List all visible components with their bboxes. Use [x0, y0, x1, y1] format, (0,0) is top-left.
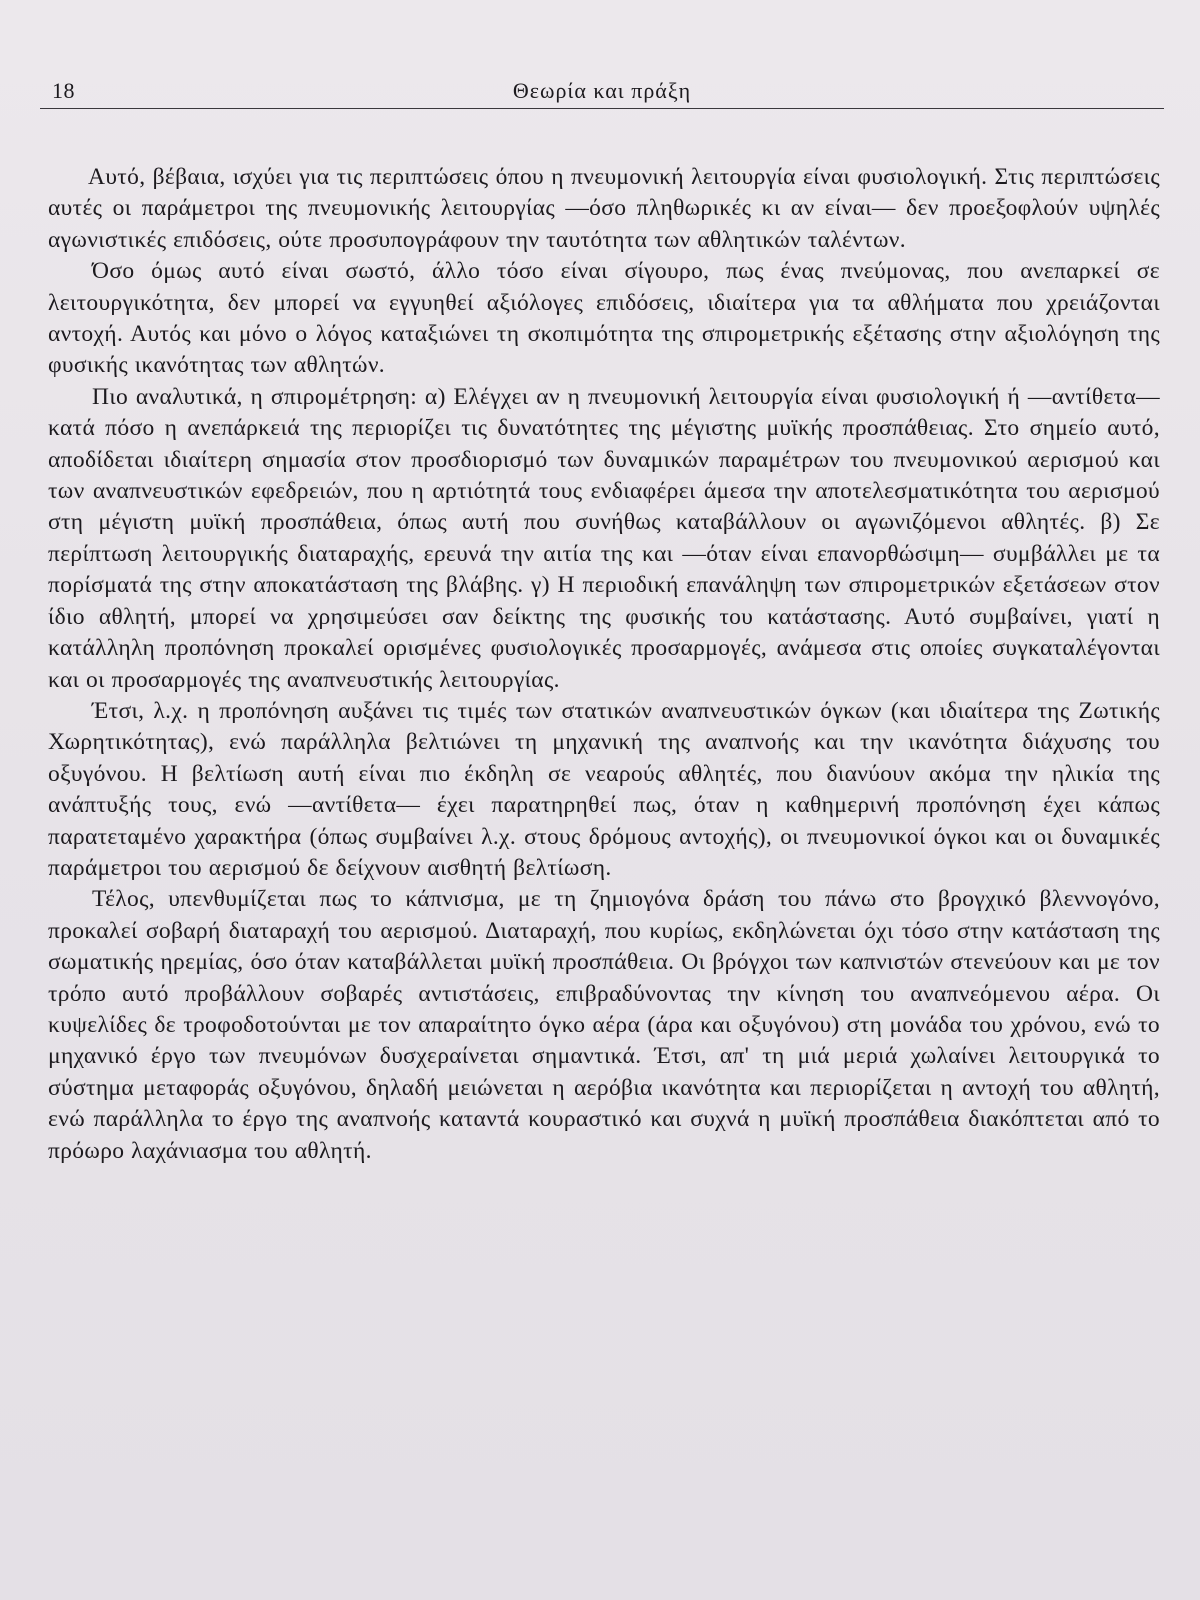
- paragraph-2: Όσο όμως αυτό είναι σωστό, άλλο τόσο είναι σίγουρο, πως ένας πνεύμονας, που ανεπαρκεί σε λειτουργικότητα, δεν μπορεί να εγγυηθεί αξιόλογες επιδόσεις, ιδιαίτερα για τα αθλήματα που χρειάζονται αντοχή. Αυτός και μόνο ο λόγος καταξιώνει τη σκοπιμότητα της σπιρομετρικής εξέτασης στην αξιολόγηση της φυσικής ικανότητας των αθλητών.: [48, 258, 1160, 379]
- page-number: 18: [52, 78, 75, 103]
- paragraph-1: Αυτό, βέβαια, ισχύει για τις περιπτώσεις όπου η πνευμονική λειτουργία είναι φυσιολογική. Στις περιπτώσεις αυτές οι παράμετροι της πνευμονικής λειτουργίας —όσο πληθωρικές κι αν είναι— δεν προεξοφλούν υψηλές αγωνιστικές επιδόσεις, ούτε προσυπογράφουν την ταυτότητα των αθλητικών ταλέντων.: [48, 164, 1160, 253]
- paragraph-5: Τέλος, υπενθυμίζεται πως το κάπνισμα, με τη ζημιογόνα δράση του πάνω στο βρογχικό βλεννογόνο, προκαλεί σοβαρή διαταραχή του αερισμού. Διαταραχή, που κυρίως, εκδηλώνεται όχι τόσο στην κατάσταση της σωματικής ηρεμίας, όσο όταν καταβάλλεται μυϊκή προσπάθεια. Οι βρόγχοι των καπνιστών στενεύουν και με τον τρόπο αυτό προβάλλουν σοβαρές αντιστάσεις, επιβραδύνοντας την κίνηση του αναπνεόμενου αέρα. Οι κυψελίδες δε τροφοδοτούνται με τον απαραίτητο όγκο αέρα (άρα και οξυγόνου) στη μονάδα του χρόνου, ενώ το μηχανικό έργο των πνευμόνων δυσχεραίνεται σημαντικά. Έτσι, απ' τη μιά μεριά χωλαίνει λειτουργικά το σύστημα μεταφοράς οξυγόνου, δηλαδή μειώνεται η αερόβια ικανότητα και περιορίζεται η αντοχή του αθλητή, ενώ παράλληλα το έργο της αναπνοής καταντά κουραστικό και συχνά η μυϊκή προσπάθεια διακόπτεται από το πρόωρο λαχάνιασμα του αθλητή.: [48, 886, 1160, 1164]
- body-text: [48, 162, 1160, 1167]
- running-title: Θεωρία και πράξη: [512, 78, 692, 103]
- paragraph-4: Έτσι, λ.χ. η προπόνηση αυξάνει τις τιμές των στατικών αναπνευστικών όγκων (και ιδιαίτερα της Ζωτικής Χωρητικότητας), ενώ παράλληλα βελτιώνει τη μηχανική της αναπνοής και την ικανότητα διάχυσης του οξυγόνου. Η βελτίωση αυτή είναι πιο έκδηλη σε νεαρούς αθλητές, που διανύουν ακόμα την ηλικία της ανάπτυξής τους, ενώ —αντίθετα— έχει παρατηρηθεί πως, όταν η καθημερινή προπόνηση έχει κάπως παρατεταμένο χαρακτήρα (όπως συμβαίνει λ.χ. στους δρόμους αντοχής), οι πνευμονικοί όγκοι και οι δυναμικές παράμετροι του αερισμού δε δείχνουν αισθητή βελτίωση.: [48, 697, 1160, 881]
- paragraph-3: Πιο αναλυτικά, η σπιρομέτρηση: α) Ελέγχει αν η πνευμονική λειτουργία είναι φυσιολογική ή —αντίθετα— κατά πόσο η ανεπάρκειά της περιορίζει τις δυνατότητες της μέγιστης μυϊκής προσπάθειας. Στο σημείο αυτό, αποδίδεται ιδιαίτερη σημασία στον προσδιορισμό των δυναμικών παραμέτρων του πνευμονικού αερισμού και των αναπνευστικών εφεδρειών, που η αρτιότητά τους ενδιαφέρει άμεσα την αποτελεσματικότητα του αερισμού στη μέγιστη μυϊκή προσπάθεια, όπως αυτή που συνήθως καταβάλλουν οι αγωνιζόμενοι αθλητές. β) Σε περίπτωση λειτουργικής διαταραχής, ερευνά την αιτία της και —όταν είναι επανορθώσιμη— συμβάλλει με τα πορίσματά της στην αποκατάσταση της βλάβης. γ) Η περιοδική επανάληψη των σπιρομετρικών εξετάσεων στον ίδιο αθλητή, μπορεί να χρησιμεύσει σαν δείκτης της φυσικής του κατάστασης. Αυτό συμβαίνει, γιατί η κατάλληλη προπόνηση προκαλεί ορισμένες φυσιολογικές προσαρμογές, ανάμεσα στις οποίες συγκαταλέγονται και οι προσαρμογές της αναπνευστικής λειτουργίας.: [48, 383, 1160, 693]
- page-header: [40, 78, 1164, 109]
